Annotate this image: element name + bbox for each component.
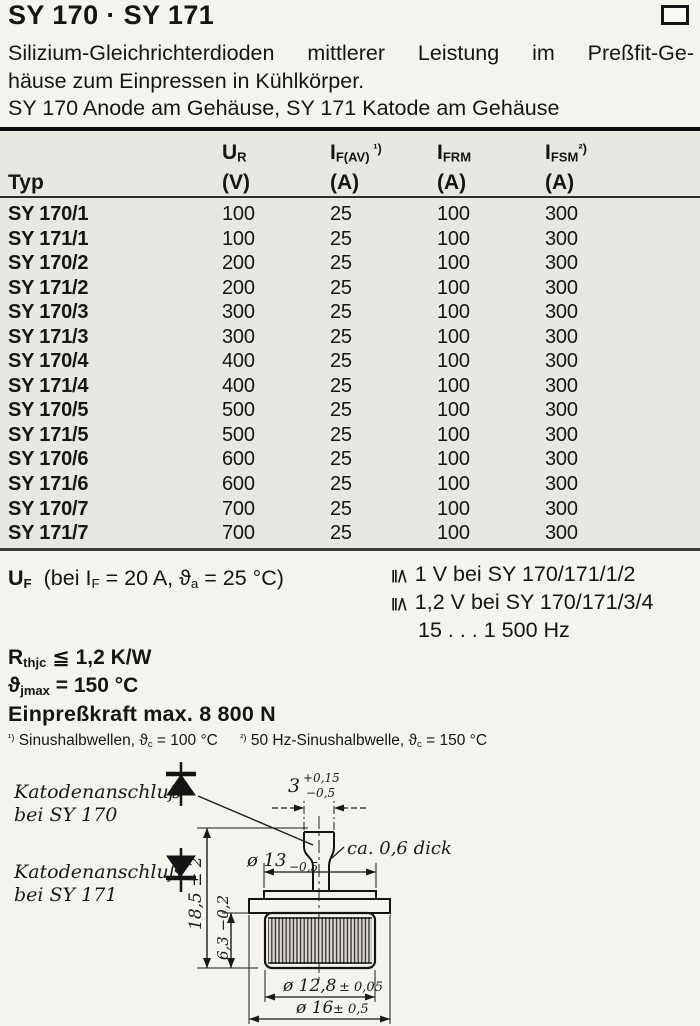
cell-typ: SY 171/7 — [8, 522, 89, 545]
cell-ifrm: 100 — [437, 276, 470, 299]
table-row — [0, 251, 700, 276]
cell-ur: 200 — [222, 276, 255, 299]
cell-ifsm: 300 — [545, 227, 578, 250]
table-row — [0, 423, 700, 448]
cell-ur: 300 — [222, 325, 255, 348]
cell-ifav: 25 — [330, 497, 352, 520]
cell-ifsm: 300 — [545, 325, 578, 348]
cell-ifrm: 100 — [437, 399, 470, 422]
rule-under-table — [0, 548, 700, 551]
dim-knurl-height-value: 6,3 −0,2 — [214, 894, 232, 960]
cell-ifrm: 100 — [437, 350, 470, 373]
rule-under-header — [0, 196, 700, 198]
cell-ur: 600 — [222, 448, 255, 471]
cell-ifav: 25 — [330, 227, 352, 250]
cell-typ: SY 171/5 — [8, 423, 89, 446]
page-title: SY 170 · SY 171 — [8, 0, 215, 30]
dim-knurl-diameter-value: ø 12,8 — [283, 976, 337, 996]
leader-line — [198, 796, 313, 845]
dim-height-value: 18,5 ± 2 — [186, 856, 206, 930]
col-header-ur: UR (V) — [222, 140, 250, 194]
cell-ifav: 25 — [330, 301, 352, 324]
cell-ur: 500 — [222, 423, 255, 446]
cell-ifav: 25 — [330, 276, 352, 299]
dim-top-diameter-tol: −0,5 — [289, 860, 319, 874]
cell-typ: SY 170/2 — [8, 252, 89, 275]
cathode-label-sy171: bei SY 171 — [14, 884, 118, 906]
cell-ifsm: 300 — [545, 497, 578, 520]
cell-ifav: 25 — [330, 374, 352, 397]
cell-ifav: 25 — [330, 399, 352, 422]
cell-ifsm: 300 — [545, 252, 578, 275]
cell-ifsm: 300 — [545, 374, 578, 397]
col-header-ifsm: $IFSM^{^2)}$ (A) — [545, 140, 587, 194]
table-row — [0, 398, 700, 423]
cell-ifav: 25 — [330, 473, 352, 496]
dim-knurl-diameter-tol: ± 0,05 — [339, 980, 383, 995]
cell-typ: SY 171/4 — [8, 374, 89, 397]
description-line: häuse zum Einpressen in Kühlkörper. — [8, 68, 365, 93]
uf-spec: UF (bei IF = 20 A, ϑa = 25 °C) — [8, 566, 284, 591]
footnote-2: $^{^2)}$ 50 Hz-Sinushalbwelle, ϑc = 150 °C — [240, 732, 488, 751]
table-row — [0, 276, 700, 301]
dim-tab-width-value: 3 — [288, 775, 301, 797]
cell-ifsm: 300 — [545, 473, 578, 496]
description-line: SY 170 Anode am Gehäuse, SY 171 Katode am Gehäuse — [8, 96, 560, 121]
cell-typ: SY 170/4 — [8, 350, 89, 373]
cell-typ: SY 170/1 — [8, 203, 89, 225]
cell-ifsm: 300 — [545, 203, 578, 225]
uf-limit-1: ≦ 1 V bei SY 170/171/1/2 — [391, 561, 653, 589]
dim-flange-diameter-value: ø 16 — [296, 998, 334, 1018]
cathode-label-sy170: Katodenanschluß — [14, 781, 182, 803]
table-row — [0, 447, 700, 472]
table-row — [0, 227, 700, 252]
cell-ifsm: 300 — [545, 448, 578, 471]
cell-ifrm: 100 — [437, 301, 470, 324]
cell-ifrm: 100 — [437, 325, 470, 348]
cell-ifrm: 100 — [437, 448, 470, 471]
thermal-resistance-spec: Rthjc ≦ 1,2 K/W — [8, 646, 152, 670]
col-header-typ: Typ — [8, 170, 44, 194]
cell-ifav: 25 — [330, 448, 352, 471]
col-header-ifrm: IFRM (A) — [437, 140, 472, 194]
cell-ifrm: 100 — [437, 473, 470, 496]
table-row — [0, 202, 700, 227]
cell-ifav: 25 — [330, 522, 352, 545]
cell-ifrm: 100 — [437, 252, 470, 275]
package-drawing — [0, 758, 700, 1026]
less-equal-symbol: ≦ — [388, 595, 411, 613]
table-row — [0, 300, 700, 325]
footnote-1: $^{^1)}$ Sinushalbwellen, ϑc = 100 °C — [8, 732, 218, 751]
description — [8, 40, 694, 123]
cell-ifav: 25 — [330, 252, 352, 275]
cathode-label-sy170: bei SY 170 — [14, 804, 118, 826]
dim-flange-diameter-tol: ± 0,5 — [333, 1002, 369, 1017]
table-row — [0, 325, 700, 350]
cell-typ: SY 170/7 — [8, 497, 89, 520]
cell-ifrm: 100 — [437, 203, 470, 225]
cell-typ: SY 171/3 — [8, 325, 89, 348]
cell-ifsm: 300 — [545, 522, 578, 545]
dim-top-diameter-value: ø 13 — [247, 850, 287, 871]
cell-ur: 600 — [222, 473, 255, 496]
cell-ifsm: 300 — [545, 276, 578, 299]
knurl-hatching — [268, 917, 372, 964]
cell-ur: 400 — [222, 350, 255, 373]
cell-ifrm: 100 — [437, 522, 470, 545]
cell-ur: 300 — [222, 301, 255, 324]
table-row — [0, 472, 700, 497]
cell-ur: 700 — [222, 497, 255, 520]
cell-typ: SY 171/2 — [8, 276, 89, 299]
less-equal-symbol: ≦ — [388, 568, 411, 585]
cell-typ: SY 170/5 — [8, 399, 89, 422]
dim-tab-tol-plus: +0,15 — [303, 771, 340, 785]
cell-ifrm: 100 — [437, 227, 470, 250]
dim-thickness: ca. 0,6 dick — [347, 838, 452, 859]
cell-ifrm: 100 — [437, 374, 470, 397]
cell-ifsm: 300 — [545, 423, 578, 446]
cell-ifsm: 300 — [545, 399, 578, 422]
cell-ifav: 25 — [330, 350, 352, 373]
cell-ifav: 25 — [330, 423, 352, 446]
cell-ur: 500 — [222, 399, 255, 422]
cell-typ: SY 171/6 — [8, 473, 89, 496]
cell-ifrm: 100 — [437, 497, 470, 520]
cell-typ: SY 171/1 — [8, 227, 89, 250]
junction-temperature-spec: ϑjmax = 150 °C — [8, 674, 139, 698]
table-rows — [0, 202, 700, 546]
cell-typ: SY 170/6 — [8, 448, 89, 471]
corner-rectangle-icon — [661, 5, 689, 25]
footnotes — [8, 732, 487, 750]
table-header — [0, 136, 700, 194]
uf-frequency-range: 15 . . . 1 500 Hz — [418, 617, 570, 642]
uf-limit-2: ≦ 1,2 V bei SY 170/171/3/4 — [391, 589, 653, 617]
cell-ifav: 25 — [330, 203, 352, 225]
table-row — [0, 497, 700, 522]
cathode-label-sy171: Katodenanschluß — [14, 861, 182, 883]
col-header-ifav: IF(AV) $^{^1)}$ (A) — [330, 140, 382, 194]
cell-ifsm: 300 — [545, 301, 578, 324]
cell-ur: 200 — [222, 252, 255, 275]
cell-ur: 100 — [222, 227, 255, 250]
package-body — [249, 891, 390, 968]
uf-limits — [388, 561, 654, 643]
cell-ur: 400 — [222, 374, 255, 397]
table-row — [0, 521, 700, 546]
dim-tab-tol-minus: −0,5 — [306, 786, 336, 800]
table-row — [0, 349, 700, 374]
cell-ifav: 25 — [330, 325, 352, 348]
cell-ifrm: 100 — [437, 423, 470, 446]
cell-typ: SY 170/3 — [8, 301, 89, 324]
press-force-spec: Einpreßkraft max. 8 800 N — [8, 702, 276, 726]
cell-ur: 700 — [222, 522, 255, 545]
description-line: Silizium-Gleichrichterdioden mittlerer Leistung im Preßfit-Ge- — [8, 41, 694, 65]
cell-ifsm: 300 — [545, 350, 578, 373]
cell-ur: 100 — [222, 203, 255, 225]
table-row — [0, 374, 700, 399]
